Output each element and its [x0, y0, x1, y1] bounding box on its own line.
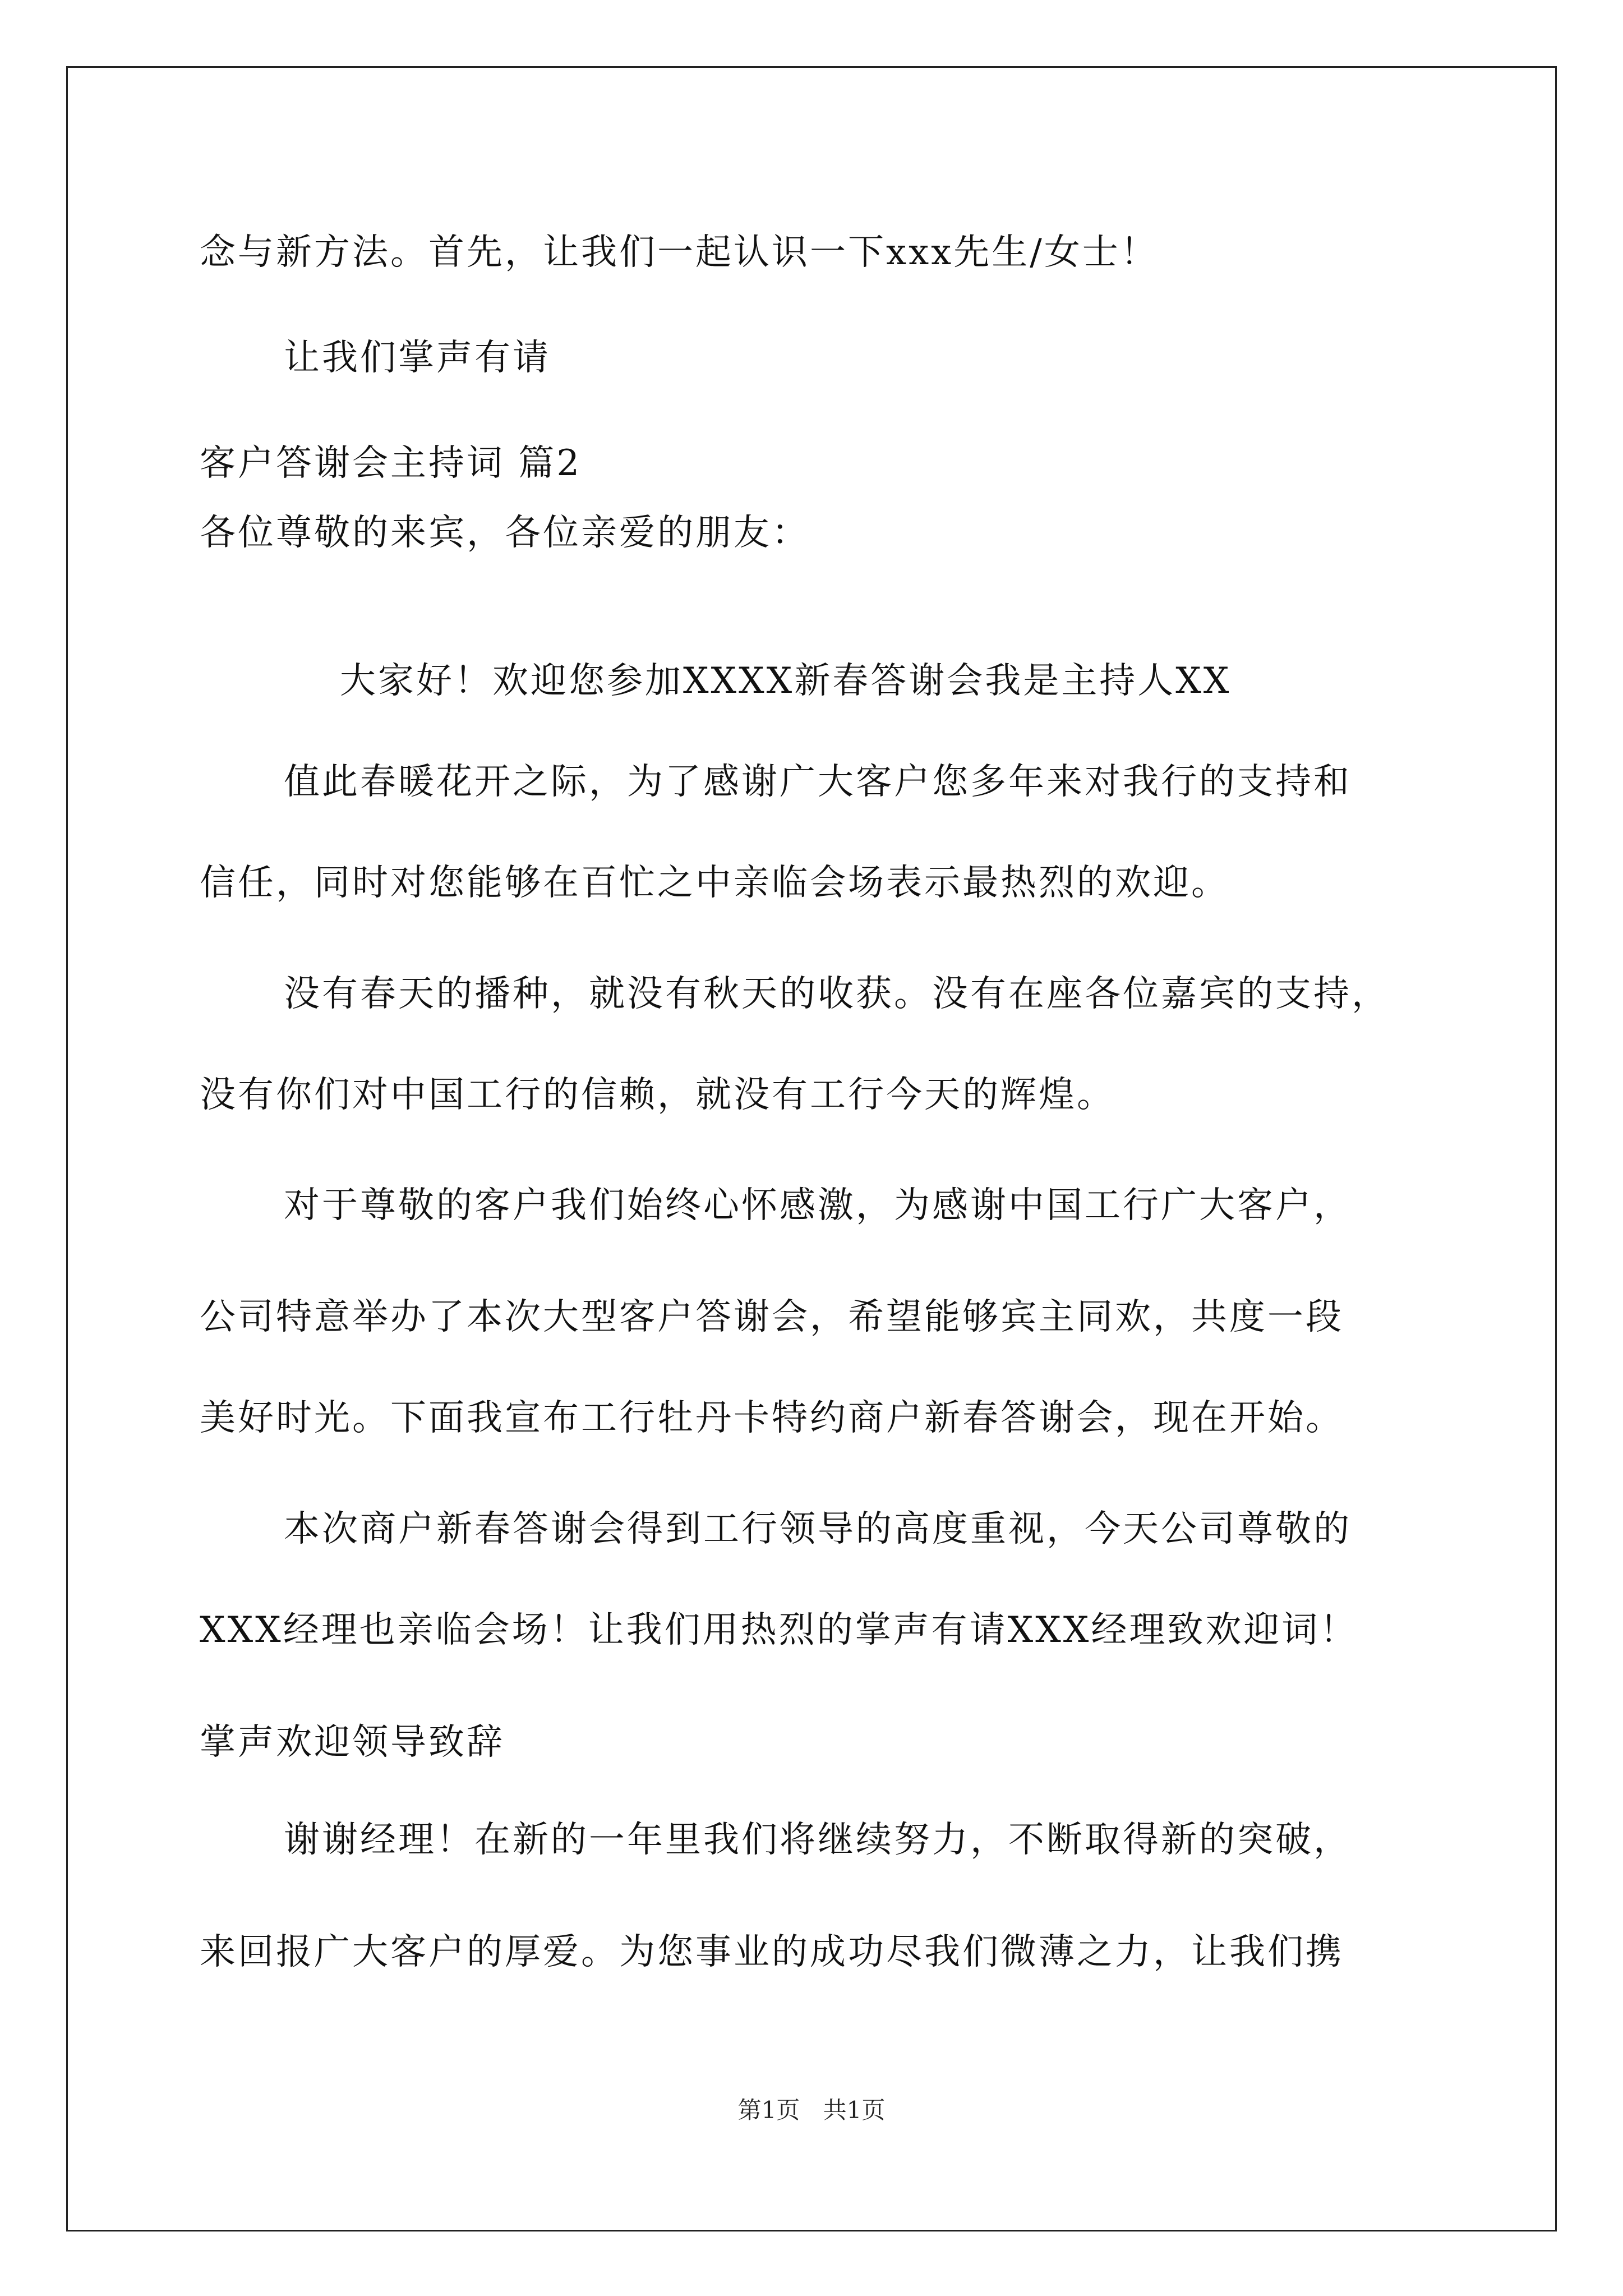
section-heading: 客户答谢会主持词 篇2 — [200, 443, 582, 484]
text-line: 大家好！欢迎您参加XXXX新春答谢会我是主持人XX — [340, 660, 1232, 702]
page-number: 第1页 — [737, 2096, 800, 2124]
text-line: 公司特意举办了本次大型客户答谢会，希望能够宾主同欢，共度一段 — [200, 1296, 1344, 1338]
text-line: 值此春暖花开之际，为了感谢广大客户您多年来对我行的支持和 — [284, 761, 1352, 803]
page-border — [66, 66, 1557, 2231]
text-line: 没有你们对中国工行的信赖，就没有工行今天的辉煌。 — [200, 1074, 1115, 1116]
text-line: XXX经理也亲临会场！让我们用热烈的掌声有请XXX经理致欢迎词！ — [200, 1609, 1358, 1651]
salutation: 各位尊敬的来宾，各位亲爱的朋友： — [200, 512, 810, 554]
text-line: 掌声欢迎领导致辞 — [200, 1722, 505, 1763]
text-line: 念与新方法。首先，让我们一起认识一下xxx先生/女士！ — [200, 232, 1159, 273]
text-line: 没有春天的播种，就没有秋天的收获。没有在座各位嘉宾的支持， — [284, 973, 1390, 1015]
text-line: 谢谢经理！在新的一年里我们将继续努力，不断取得新的突破， — [284, 1819, 1352, 1861]
text-line: 美好时光。下面我宣布工行牡丹卡特约商户新春答谢会，现在开始。 — [200, 1397, 1344, 1439]
text-line: 本次商户新春答谢会得到工行领导的高度重视，今天公司尊敬的 — [284, 1508, 1352, 1550]
page-footer — [0, 2096, 1623, 2125]
text-line: 对于尊敬的客户我们始终心怀感激，为感谢中国工行广大客户， — [284, 1185, 1352, 1226]
text-line: 来回报广大客户的厚爱。为您事业的成功尽我们微薄之力，让我们携 — [200, 1931, 1344, 1973]
text-line: 让我们掌声有请 — [284, 337, 551, 379]
page-total: 共1页 — [823, 2096, 886, 2124]
text-line: 信任，同时对您能够在百忙之中亲临会场表示最热烈的欢迎。 — [200, 862, 1229, 904]
